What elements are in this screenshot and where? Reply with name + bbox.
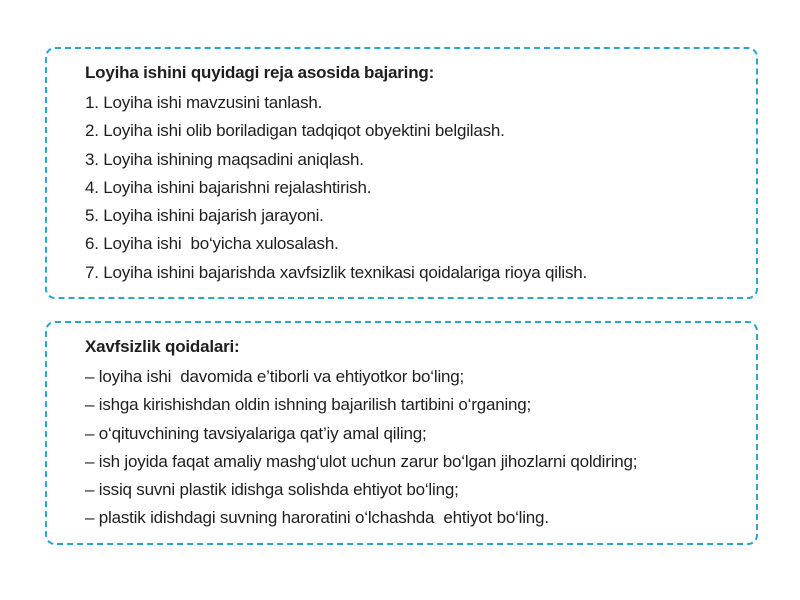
plan-step-item: 6. Loyiha ishi bo‘yicha xulosalash. — [85, 234, 339, 254]
safety-rule-item: – plastik idishdagi suvning haroratini o‘lchashda ehtiyot bo‘ling. — [85, 508, 549, 528]
plan-step-item: 4. Loyiha ishini bajarishni rejalashtirish. — [85, 177, 372, 197]
safety-rule-item: – ish joyida faqat amaliy mashg‘ulot uchun zarur bo‘lgan jihozlarni qoldiring; — [85, 451, 638, 471]
plan-step-item: 1. Loyiha ishi mavzusini tanlash. — [85, 93, 323, 112]
safety-rule-item: – issiq suvni plastik idishga solishda ehtiyot bo‘ling; — [85, 480, 459, 500]
safety-rule-item: – o‘qituvchining tavsiyalariga qat’iy amal qiling; — [85, 423, 427, 443]
safety-rules-box — [45, 321, 758, 545]
project-plan-title: Loyiha ishini quyidagi reja asosida bajaring: — [85, 63, 435, 82]
project-plan-list — [85, 89, 756, 287]
safety-rules-title: Xavfsizlik qoidalari: — [85, 337, 240, 356]
safety-rule-item: – ishga kirishishdan oldin ishning bajarilish tartibini o‘rganing; — [85, 395, 532, 415]
project-plan-box — [45, 47, 758, 299]
plan-step-item: 7. Loyiha ishini bajarishda xavfsizlik texnikasi qoidalariga rioya qilish. — [85, 262, 588, 282]
plan-step-item: 5. Loyiha ishini bajarish jarayoni. — [85, 206, 324, 226]
safety-rules-list — [85, 363, 756, 533]
plan-step-item: 2. Loyiha ishi olib boriladigan tadqiqot obyektini belgilash. — [85, 121, 505, 141]
plan-step-item: 3. Loyiha ishining maqsadini aniqlash. — [85, 149, 364, 169]
safety-rule-item: – loyiha ishi davomida e’tiborli va ehtiyotkor bo‘ling; — [85, 367, 465, 386]
